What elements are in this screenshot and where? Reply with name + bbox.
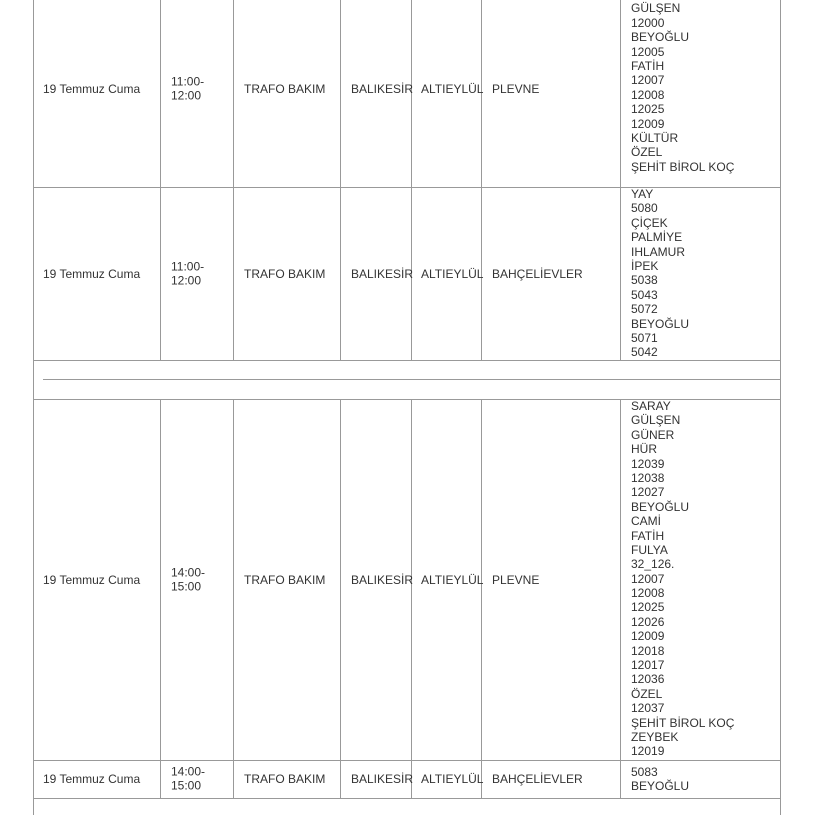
- street-name: PALMİYE: [631, 230, 683, 245]
- work-type-cell: TRAFO BAKIM: [244, 572, 326, 587]
- street-name: 12027: [631, 485, 665, 500]
- street-name: ŞEHİT BİROL KOÇ: [631, 715, 735, 730]
- streets-cell: [631, 765, 689, 794]
- work-type-cell: TRAFO BAKIM: [244, 266, 326, 281]
- street-name: 12000: [631, 15, 665, 30]
- district-cell: ALTIEYLÜL: [421, 81, 484, 96]
- street-name: 12008: [631, 87, 665, 102]
- time-cell: 11:00- 12:00: [171, 74, 205, 103]
- street-name: 12005: [631, 44, 665, 59]
- street-name: 12009: [631, 116, 665, 131]
- date-cell: 19 Temmuz Cuma: [43, 572, 141, 587]
- streets-cell: [631, 399, 734, 759]
- street-name: ÖZEL: [631, 686, 663, 701]
- street-name: BEYOĞLU: [631, 316, 690, 331]
- streets-cell: [631, 187, 689, 360]
- street-name: IHLAMUR: [631, 244, 686, 259]
- district-cell: ALTIEYLÜL: [421, 266, 484, 281]
- street-name: FATİH: [631, 528, 665, 543]
- table-spacer-row: [33, 360, 781, 400]
- street-name: 32_126.: [631, 557, 675, 572]
- neighborhood-cell: BAHÇELİEVLER: [492, 266, 583, 281]
- street-name: 5080: [631, 201, 658, 216]
- street-name: 12019: [631, 744, 665, 759]
- city-cell: BALIKESİR: [351, 572, 414, 587]
- street-name: BEYOĞLU: [631, 30, 690, 45]
- street-name: KÜLTÜR: [631, 130, 679, 145]
- table-row: [33, 399, 781, 761]
- street-name: 12025: [631, 102, 665, 117]
- time-cell: 11:00- 12:00: [171, 259, 205, 288]
- street-name: GÜLŞEN: [631, 1, 681, 16]
- street-name: ÇİÇEK: [631, 215, 668, 230]
- street-name: BEYOĞLU: [631, 499, 690, 514]
- neighborhood-cell: BAHÇELİEVLER: [492, 771, 583, 786]
- street-name: FULYA: [631, 542, 668, 557]
- street-name: ÖZEL: [631, 145, 663, 160]
- street-name: GÜLŞEN: [631, 413, 681, 428]
- street-name: GÜNER: [631, 427, 675, 442]
- street-name: SARAY: [631, 399, 671, 413]
- date-cell: 19 Temmuz Cuma: [43, 266, 141, 281]
- work-type-cell: TRAFO BAKIM: [244, 81, 326, 96]
- street-name: 12036: [631, 672, 665, 687]
- street-name: YAY: [631, 187, 654, 201]
- time-cell: 14:00- 15:00: [171, 764, 206, 793]
- table-row: [33, 760, 781, 799]
- street-name: 12008: [631, 586, 665, 601]
- street-name: 5083: [631, 765, 658, 779]
- district-cell: ALTIEYLÜL: [421, 572, 484, 587]
- table-row: [33, 0, 781, 188]
- street-name: 5038: [631, 273, 658, 288]
- street-name: 12007: [631, 73, 665, 88]
- street-name: 12007: [631, 571, 665, 586]
- date-cell: 19 Temmuz Cuma: [43, 771, 141, 786]
- district-cell: ALTIEYLÜL: [421, 771, 484, 786]
- table-row: [33, 187, 781, 361]
- city-cell: BALIKESİR: [351, 771, 414, 786]
- street-name: 5071: [631, 330, 658, 345]
- street-name: 12038: [631, 470, 665, 485]
- street-name: 5072: [631, 302, 658, 317]
- street-name: 12009: [631, 629, 665, 644]
- street-name: ZEYBEK: [631, 729, 679, 744]
- city-cell: BALIKESİR: [351, 266, 414, 281]
- street-name: 12025: [631, 600, 665, 615]
- city-cell: BALIKESİR: [351, 81, 414, 96]
- neighborhood-cell: PLEVNE: [492, 572, 540, 587]
- work-type-cell: TRAFO BAKIM: [244, 771, 326, 786]
- street-name: 12017: [631, 658, 665, 673]
- street-name: HÜR: [631, 442, 657, 457]
- street-name: FATİH: [631, 58, 665, 73]
- street-name: 12026: [631, 614, 665, 629]
- street-name: 5042: [631, 345, 658, 360]
- street-name: BEYOĞLU: [631, 779, 690, 794]
- street-name: İPEK: [631, 258, 659, 273]
- neighborhood-cell: PLEVNE: [492, 81, 540, 96]
- date-cell: 19 Temmuz Cuma: [43, 81, 141, 96]
- street-name: 5043: [631, 287, 658, 302]
- street-name: 12018: [631, 643, 665, 658]
- street-name: 12039: [631, 456, 665, 471]
- time-cell: 14:00- 15:00: [171, 565, 206, 594]
- street-name: ŞEHİT BİROL KOÇ: [631, 159, 735, 174]
- streets-cell: [631, 0, 734, 174]
- street-name: 12037: [631, 701, 665, 716]
- street-name: CAMİ: [631, 514, 661, 529]
